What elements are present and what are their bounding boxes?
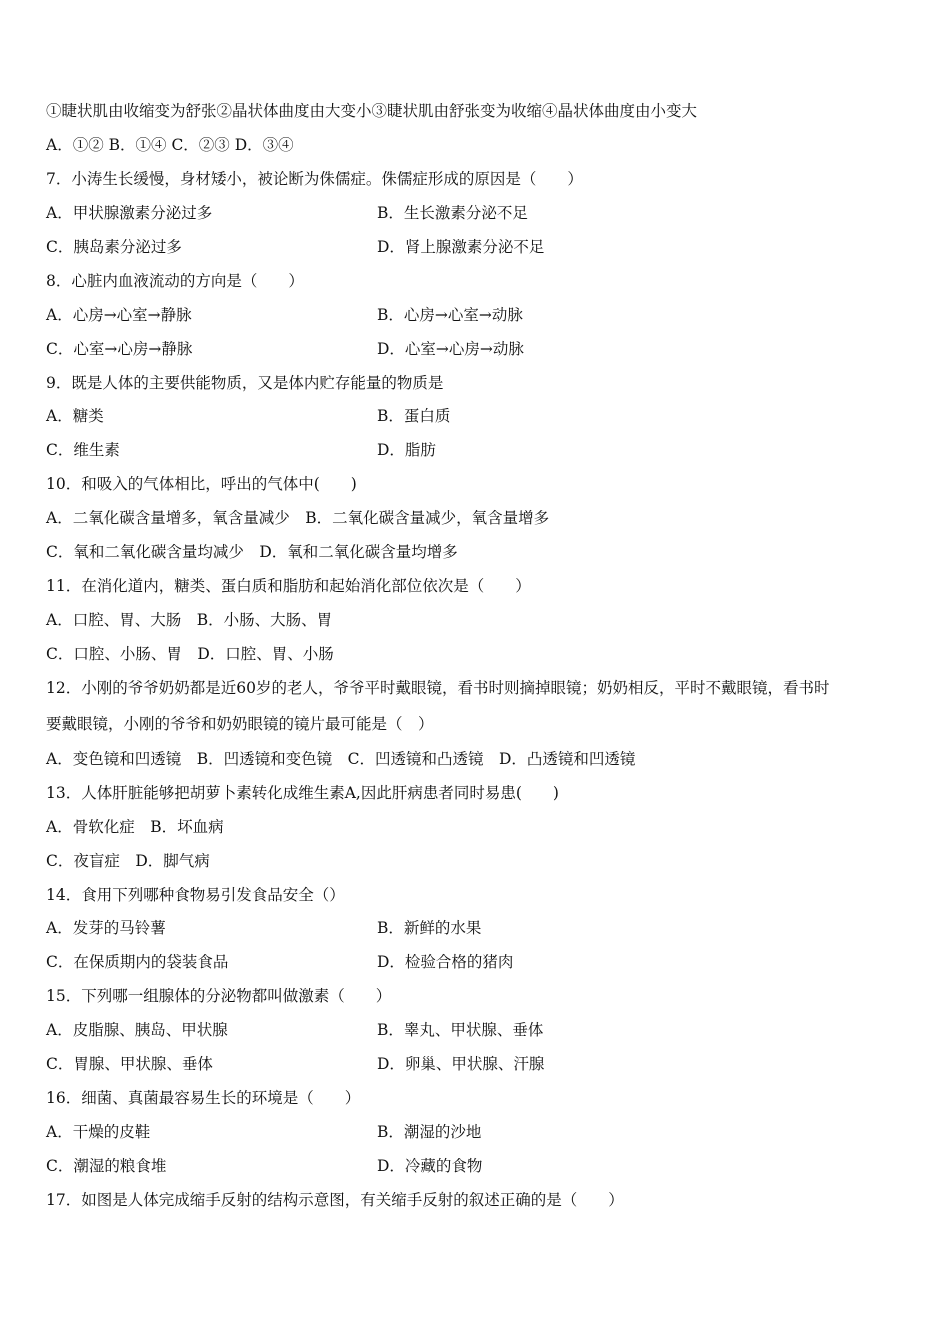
q12-options: A．变色镜和凹透镜 B．凹透镜和变色镜 C．凹透镜和凸透镜 D．凸透镜和凹透镜 bbox=[46, 750, 636, 768]
q15-stem: 15．下列哪一组腺体的分泌物都叫做激素（ ） bbox=[46, 987, 392, 1005]
q16-option-a: A．干燥的皮鞋 bbox=[46, 1123, 151, 1141]
q11-options-cd: C．口腔、小肠、胃 D．口腔、胃、小肠 bbox=[46, 645, 334, 663]
q8-option-b: B．心房→心室→动脉 bbox=[377, 306, 523, 324]
q8-option-d: D．心室→心房→动脉 bbox=[377, 340, 524, 358]
q11-stem: 11．在消化道内，糖类、蛋白质和脂肪和起始消化部位依次是（ ） bbox=[46, 577, 531, 595]
q14-option-a: A．发芽的马铃薯 bbox=[46, 919, 166, 937]
q16-option-c: C．潮湿的粮食堆 bbox=[46, 1157, 167, 1175]
q8-option-a: A．心房→心室→静脉 bbox=[46, 306, 192, 324]
q14-option-d: D．检验合格的猪肉 bbox=[377, 953, 514, 971]
q16-option-d: D．冷藏的食物 bbox=[377, 1157, 483, 1175]
q15-option-a: A．皮脂腺、胰岛、甲状腺 bbox=[46, 1021, 228, 1039]
q10-options-cd: C．氧和二氧化碳含量均减少 D．氧和二氧化碳含量均增多 bbox=[46, 543, 458, 561]
q11-options-ab: A．口腔、胃、大肠 B．小肠、大肠、胃 bbox=[46, 611, 333, 629]
q9-option-b: B．蛋白质 bbox=[377, 407, 451, 425]
q7-stem: 7．小涛生长缓慢，身材矮小，被论断为侏儒症。侏儒症形成的原因是（ ） bbox=[46, 170, 583, 188]
q16-stem: 16．细菌、真菌最容易生长的环境是（ ） bbox=[46, 1089, 361, 1107]
q7-option-b: B．生长激素分泌不足 bbox=[377, 204, 528, 222]
q15-option-b: B．睾丸、甲状腺、垂体 bbox=[377, 1021, 544, 1039]
q14-option-c: C．在保质期内的袋装食品 bbox=[46, 953, 229, 971]
q13-stem: 13．人体肝脏能够把胡萝卜素转化成维生素A,因此肝病患者同时易患( ) bbox=[46, 784, 559, 802]
q7-option-d: D．肾上腺激素分泌不足 bbox=[377, 238, 545, 256]
q9-option-a: A．糖类 bbox=[46, 407, 104, 425]
q16-option-b: B．潮湿的沙地 bbox=[377, 1123, 482, 1141]
q12-stem-line2: 要戴眼镜，小刚的爷爷和奶奶眼镜的镜片最可能是（ ） bbox=[46, 715, 434, 733]
q7-option-c: C．胰岛素分泌过多 bbox=[46, 238, 182, 256]
q9-stem: 9．既是人体的主要供能物质，又是体内贮存能量的物质是 bbox=[46, 374, 444, 392]
q10-stem: 10．和吸入的气体相比，呼出的气体中( ) bbox=[46, 475, 357, 493]
q15-option-c: C．胃腺、甲状腺、垂体 bbox=[46, 1055, 213, 1073]
q13-options-ab: A．骨软化症 B．坏血病 bbox=[46, 818, 224, 836]
q6-options: A．①② B．①④ C．②③ D．③④ bbox=[46, 136, 294, 154]
q17-stem: 17．如图是人体完成缩手反射的结构示意图，有关缩手反射的叙述正确的是（ ） bbox=[46, 1191, 624, 1209]
q12-stem-line1: 12．小刚的爷爷奶奶都是近60岁的老人，爷爷平时戴眼镜，看书时则摘掉眼镜；奶奶相反，平时不戴眼镜，看书时 bbox=[46, 679, 830, 697]
q8-stem: 8．心脏内血液流动的方向是（ ） bbox=[46, 272, 304, 290]
q6-statements: ①睫状肌由收缩变为舒张②晶状体曲度由大变小③睫状肌由舒张变为收缩④晶状体曲度由小变大 bbox=[46, 102, 698, 120]
q14-stem: 14．食用下列哪种食物易引发食品安全（） bbox=[46, 886, 345, 904]
q13-options-cd: C．夜盲症 D．脚气病 bbox=[46, 852, 210, 870]
q9-option-c: C．维生素 bbox=[46, 441, 120, 459]
q14-option-b: B．新鲜的水果 bbox=[377, 919, 482, 937]
q9-option-d: D．脂肪 bbox=[377, 441, 436, 459]
q8-option-c: C．心室→心房→静脉 bbox=[46, 340, 193, 358]
q7-option-a: A．甲状腺激素分泌过多 bbox=[46, 204, 213, 222]
q15-option-d: D．卵巢、甲状腺、汗腺 bbox=[377, 1055, 545, 1073]
q10-options-ab: A．二氧化碳含量增多，氧含量减少 B．二氧化碳含量减少，氧含量增多 bbox=[46, 509, 550, 527]
